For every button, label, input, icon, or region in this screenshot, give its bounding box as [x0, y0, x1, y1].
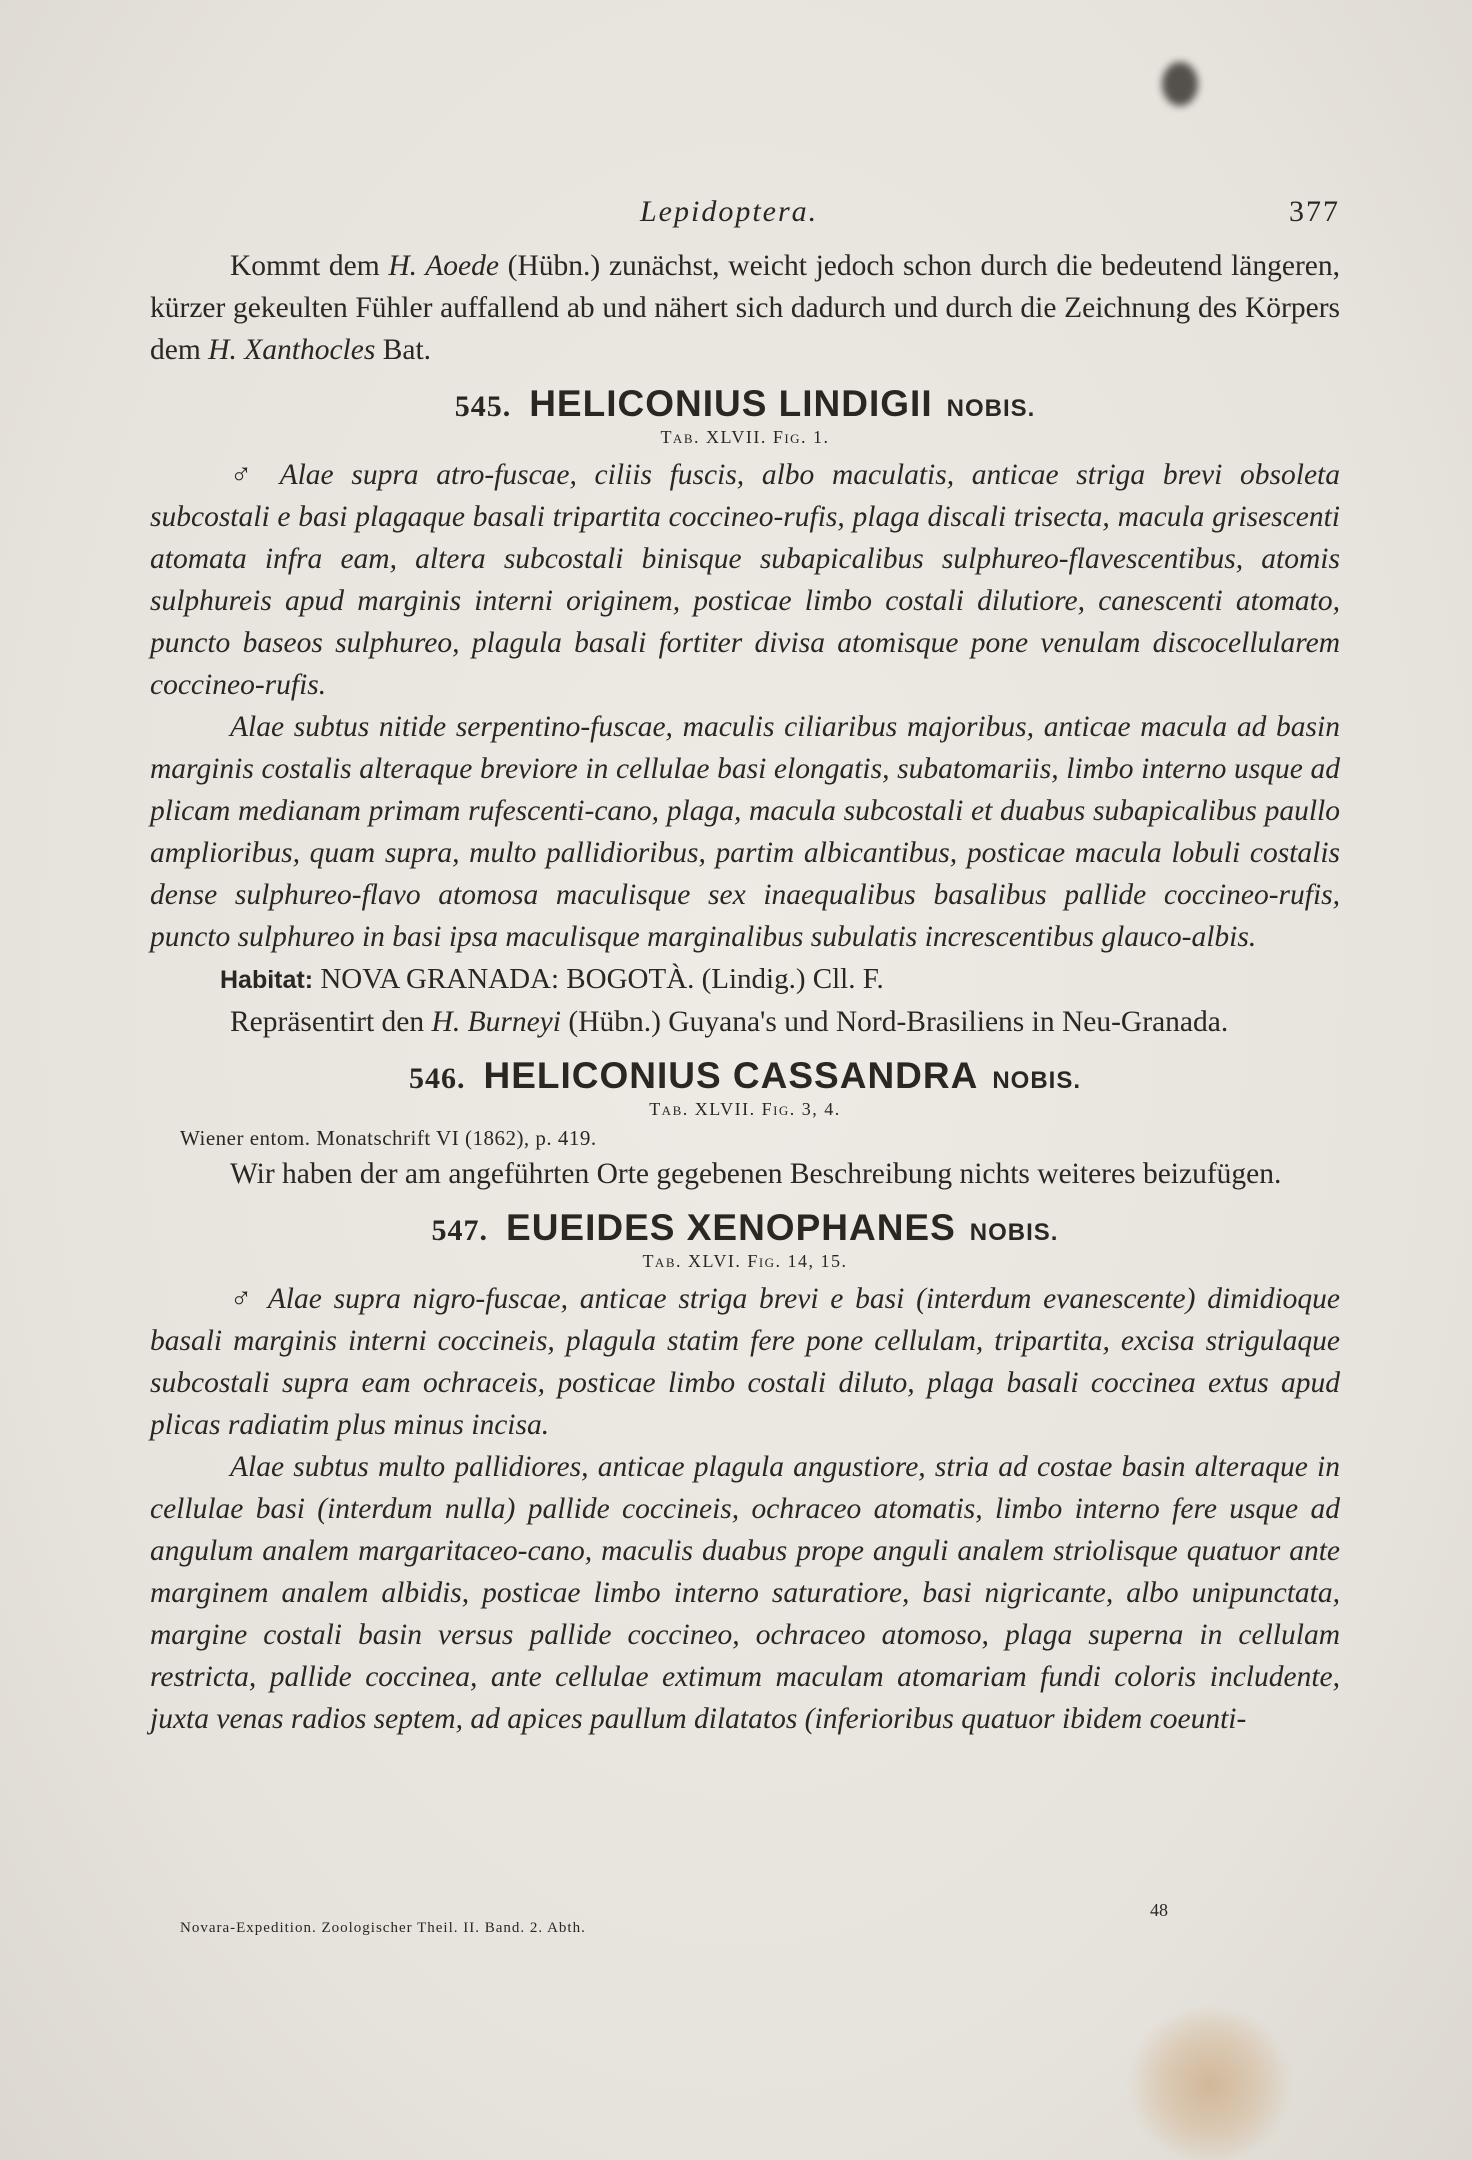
running-head-title: Lepidoptera.	[640, 195, 819, 228]
plate-reference: Tab. XLVII. Fig. 3, 4.	[649, 1099, 841, 1119]
species-name: HELICONIUS LINDIGII	[529, 383, 933, 424]
habitat-line	[220, 958, 1340, 1001]
species-name: HELICONIUS CASSANDRA	[483, 1055, 979, 1096]
plate-reference: Tab. XLVII. Fig. 1.	[660, 427, 830, 447]
plate-reference: Tab. XLVI. Fig. 14, 15.	[642, 1251, 848, 1271]
note-text: Repräsentirt den	[230, 1006, 432, 1038]
species-author: NOBIS.	[946, 395, 1036, 422]
species-note	[150, 1001, 1340, 1043]
species-heading	[150, 383, 1340, 425]
intro-text: (Hübn.) zunächst, weicht jedoch schon durch die bedeutend längeren, kürzer gekeulten Fühler auffallend ab und nähert sich dadurch und durch die Zeichnung des Körpers dem	[150, 250, 1341, 366]
intro-species-ref: H. Xanthocles	[208, 334, 376, 366]
species-heading	[150, 1055, 1340, 1097]
description-upperside: ♂ Alae supra nigro-fuscae, anticae striga brevi e basi (interdum evanescente) dimidioque basali marginis interni coccineis, plagula statim fere pone cellulam, tripartita, excisa strigulaque subcostali supra eam ochraceis, posticae limbo costali diluto, plaga basali coccinea extus apud plicas radiatim plus minus incisa.	[150, 1283, 1340, 1441]
intro-text: Bat.	[375, 334, 432, 366]
signature-mark: 48	[1150, 1900, 1168, 1920]
species-author: NOBIS.	[969, 1219, 1059, 1246]
foxing-stain	[1130, 2010, 1290, 2160]
description-upperside: ♂ Alae supra atro-fuscae, ciliis fuscis, albo maculatis, anticae striga brevi obsoleta subcostali e basi plagaque basali tripartita coccineo-rufis, plaga discali trisecta, macula grisescenti atomata infra eam, altera subcostali binisque subapicalibus sulphureo-flavescentibus, atomis sulphureis apud marginis interni originem, posticae limbo costali dilutiore, canescenti atomato, puncto baseos sulphureo, plagula basali fortiter divisa atomisque pone venulam discocellularem coccineo-rufis.	[150, 459, 1340, 701]
page-content	[150, 195, 1340, 1740]
species-note: Wir haben der am angeführten Orte gegebenen Beschreibung nichts weiteres beizufügen.	[230, 1158, 1282, 1190]
species-number: 545.	[454, 390, 512, 423]
species-author: NOBIS.	[992, 1067, 1082, 1094]
ink-smudge	[1162, 62, 1198, 106]
species-heading	[150, 1207, 1340, 1249]
note-species-ref: H. Burneyi	[431, 1006, 561, 1038]
intro-paragraph	[150, 245, 1340, 371]
running-head	[150, 195, 1340, 245]
intro-species-ref: H. Aoede	[388, 250, 499, 282]
description-underside: Alae subtus multo pallidiores, anticae plagula angustiore, stria ad costae basin alteraque in cellulae basi (interdum nulla) pallide coccineis, ochraceo atomatis, limbo interno fere usque ad angulum analem margaritaceo-cano, maculis duabus prope anguli analem striolisque quatuor ante marginem analem albidis, posticae limbo interno saturatiore, basi nigricante, albo unipunctata, margine costali basin versus pallide coccineo, ochraceo atomoso, plaga superna in cellulam restricta, pallide coccinea, ante cellulae extimum maculam atomariam fundi coloris includente, juxta venas radios septem, ad apices paullum dilatatos (inferioribus quatuor ibidem coeunti-	[150, 1451, 1340, 1735]
literature-reference: Wiener entom. Monatschrift VI (1862), p. 419.	[180, 1126, 597, 1150]
intro-text: Kommt dem	[230, 250, 389, 282]
footer-line: Novara-Expedition. Zoologischer Theil. II. Band. 2. Abth.	[180, 1920, 586, 1936]
description-underside: Alae subtus nitide serpentino-fuscae, maculis ciliaribus majoribus, anticae macula ad basin marginis costalis alteraque breviore in cellulae basi elongatis, subatomariis, limbo interno usque ad plicam medianam primam rufescenti-cano, plaga, macula subcostali et duabus subapicalibus paullo amplioribus, quam supra, multo pallidioribus, partim albicantibus, posticae macula lobuli costalis dense sulphureo-flavo atomosa maculisque sex inaequalibus basalibus pallide coccineo-rufis, puncto sulphureo in basi ipsa maculisque marginalibus subulatis increscentibus glauco-albis.	[150, 711, 1340, 953]
species-name: EUEIDES XENOPHANES	[506, 1207, 956, 1248]
species-number: 546.	[408, 1062, 466, 1095]
species-number: 547.	[431, 1214, 489, 1247]
habitat-label: Habitat:	[220, 966, 314, 994]
note-text: (Hübn.) Guyana's und Nord-Brasiliens in Neu-Granada.	[560, 1006, 1229, 1038]
page-number: 377	[1289, 195, 1340, 228]
habitat-value: NOVA GRANADA: BOGOTÀ. (Lindig.) Cll. F.	[320, 963, 884, 995]
